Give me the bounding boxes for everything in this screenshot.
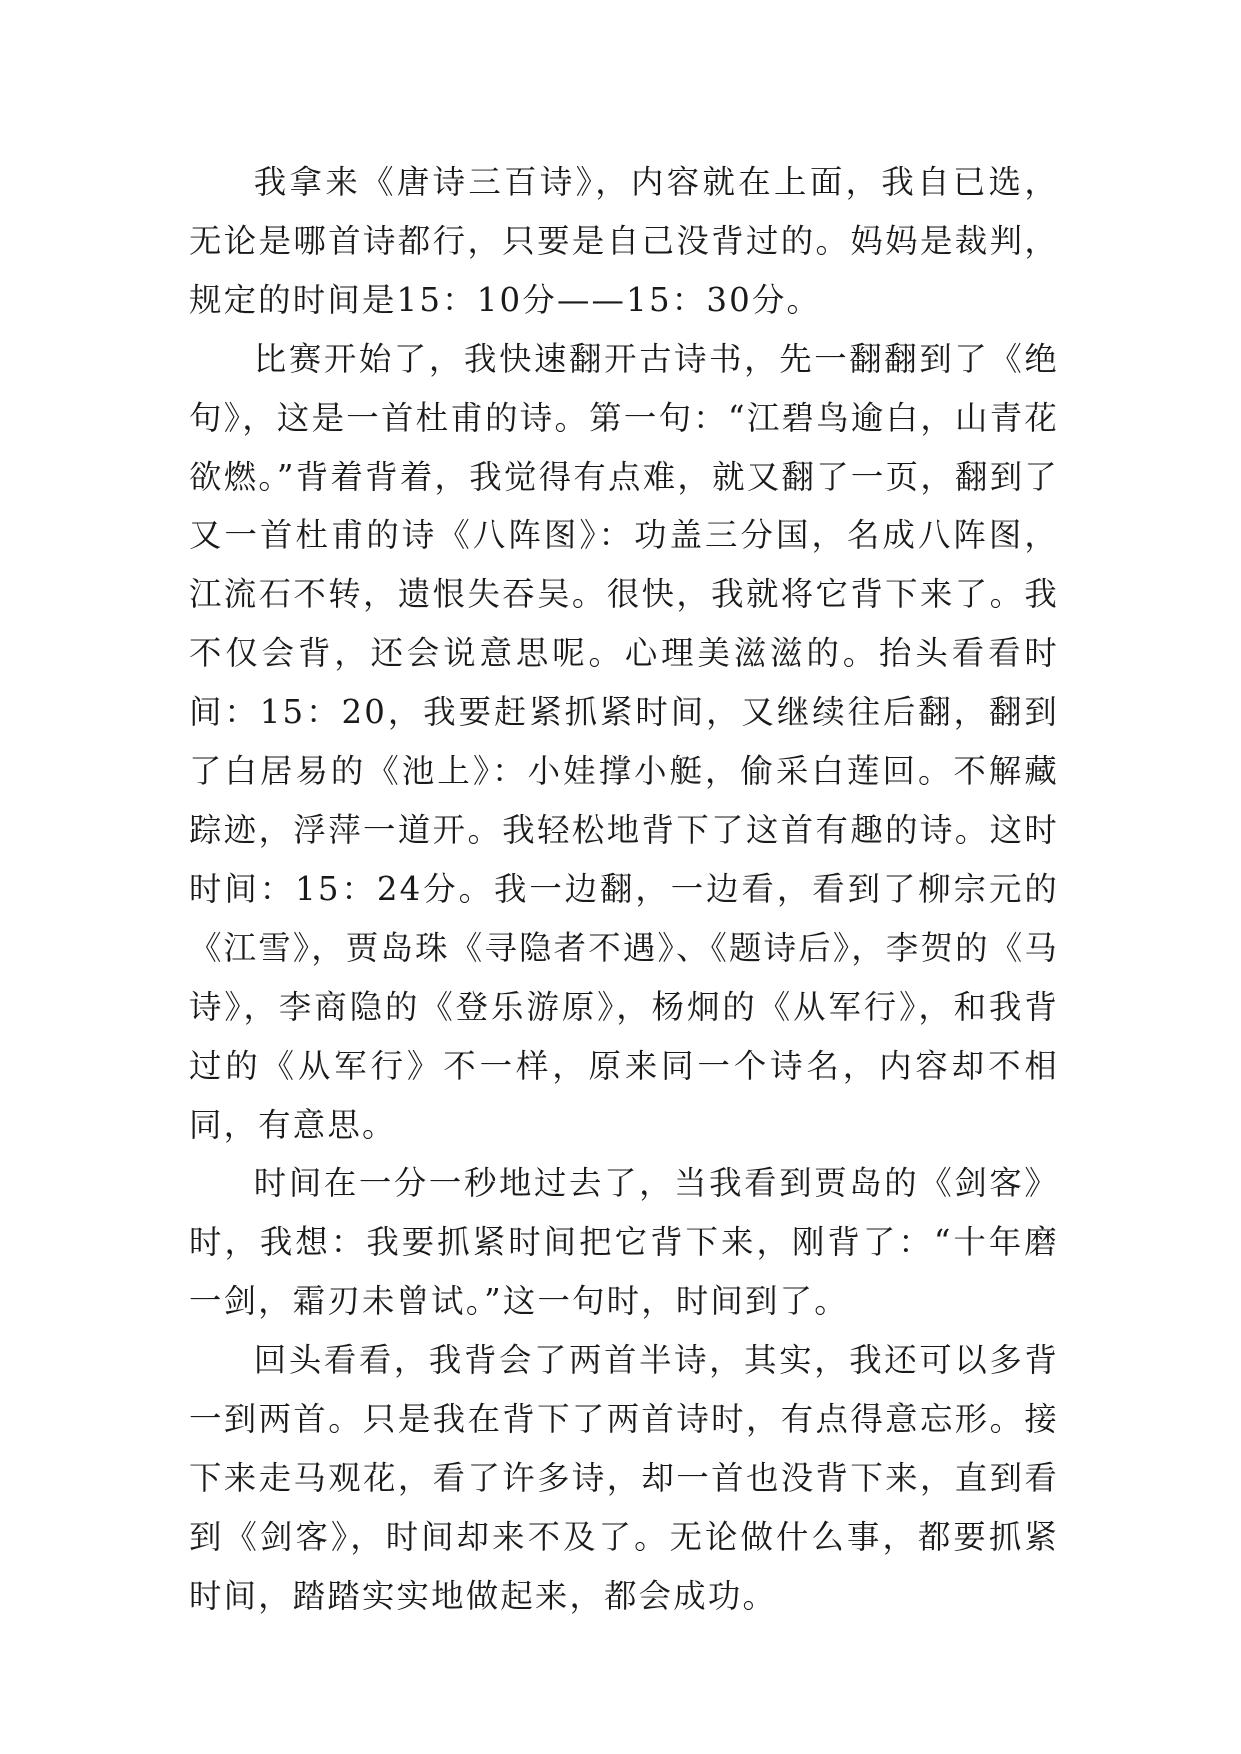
paragraph-4: 回头看看，我背会了两首半诗，其实，我还可以多背一到两首。只是我在背下了两首诗时，有点得意忘形。接下来走马观花，看了许多诗，却一首也没背下来，直到看到《剑客》，时间却来不及了。无论做什么事，都要抓紧时间，踏踏实实地做起来，都会成功。	[189, 1341, 1059, 1615]
paragraph-2: 比赛开始了，我快速翻开古诗书，先一翻翻到了《绝句》，这是一首杜甫的诗。第一句：“江碧鸟逾白，山青花欲燃。”背着背着，我觉得有点难，就又翻了一页，翻到了又一首杜甫的诗《八阵图》：功盖三分国，名成八阵图，江流石不转，遗恨失吞吴。很快，我就将它背下来了。我不仅会背，还会说意思呢。心理美滋滋的。抬头看看时间：15：20，我要赶紧抓紧时间，又继续往后翻，翻到了白居易的《池上》：小娃撑小艇，偷采白莲回。不解藏踪迹，浮萍一道开。我轻松地背下了这首有趣的诗。这时时间：15：24分。我一边翻，一边看，看到了柳宗元的《江雪》，贾岛珠《寻隐者不遇》、《题诗后》，李贺的《马诗》，李商隐的《登乐游原》，杨炯的《从军行》，和我背过的《从军行》不一样，原来同一个诗名，内容却不相同，有意思。	[189, 339, 1059, 1144]
paragraph-1: 我拿来《唐诗三百诗》，内容就在上面，我自已选，无论是哪首诗都行，只要是自己没背过的。妈妈是裁判，规定的时间是15：10分——15：30分。	[189, 163, 1059, 319]
document-body	[189, 153, 1059, 1626]
paragraph-3: 时间在一分一秒地过去了，当我看到贾岛的《剑客》时，我想：我要抓紧时间把它背下来，刚背了：“十年磨一剑，霜刃未曾试。”这一句时，时间到了。	[189, 1164, 1059, 1321]
